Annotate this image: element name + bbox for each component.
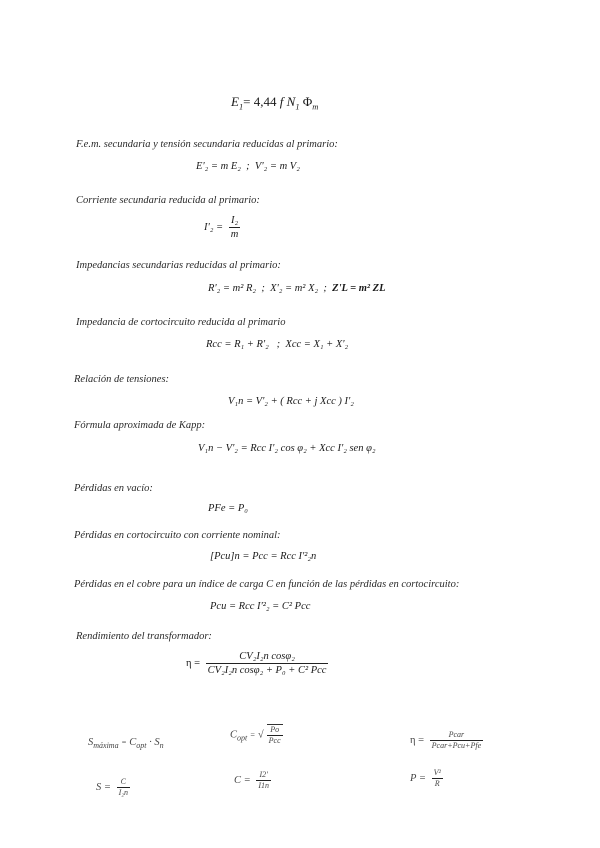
cortocircuito-equations: Rcc = R₁ + R'₂ ; Xcc = X₁ + X'₂: [206, 339, 349, 350]
c-opt-formula: $C_{opt}$ = √ $\frac{Po}{\text{Pcc}}$: [230, 725, 281, 745]
section-rendimiento-heading: Rendimiento del transformador:: [76, 631, 212, 642]
cobre-equation: Pcu = Rcc I'²₂ = C² Pcc: [210, 601, 311, 612]
relacion-equation: V₁n = V'₂ + ( Rcc + j Xcc ) I'₂: [228, 396, 354, 407]
impedancias-equations: R'₂ = m² R₂ ; X'₂ = m² X₂ ; Z'L = m² ZL: [208, 283, 386, 294]
c-formula: C = $\frac{I2'}{I1n}$: [234, 770, 270, 790]
section-cobre-heading: Pérdidas en el cobre para un índice de carga C en función de las pérdidas en cortocircuito:: [74, 579, 460, 590]
kapp-equation: V₁n − V'₂ = Rcc I'₂ cos φ₂ + Xcc I'₂ sen φ₂: [198, 443, 376, 454]
section-fem-heading: F.e.m. secundaria y tensión secundaria reducidas al primario:: [76, 139, 338, 150]
vacio-equation: PFe = P₀: [208, 503, 248, 514]
main-emf-formula: $E_1= 4,44$ f $N_1$ $\Phi_m$: [231, 94, 319, 112]
section-corriente-heading: Corriente secundaria reducida al primario:: [76, 195, 260, 206]
section-nominal-heading: Pérdidas en cortocircuito con corriente nominal:: [74, 530, 281, 541]
p-formula: P = $\frac{\text{V²}}{R}$: [410, 768, 441, 788]
rendimiento-equation: η = $\frac{\text{CV₂I₂n cosφ₂}}{\text{CV₂I₂n cosφ₂ + P₀ + C² Pcc}}$: [186, 651, 327, 677]
nominal-equation: [Pcu]n = Pcc = Rcc I'²₂n: [210, 551, 317, 562]
section-cortocircuito-heading: Impedancia de cortocircuito reducida al primario: [76, 317, 286, 328]
s-formula: S = $\frac{C}{\text{I₂n}}$: [96, 777, 129, 797]
s-maxima-formula: $S_{máxima} = C_{opt} \cdot S_n$: [88, 737, 164, 751]
section-kapp-heading: Fórmula aproximada de Kapp:: [74, 420, 206, 431]
fem-equations: E'₂ = m E₂ ; V'₂ = m V₂: [196, 161, 300, 172]
corriente-equation: I'₂ = $\frac{\text{I₂}}{m}$: [204, 215, 239, 241]
section-impedancias-heading: Impedancias secundarias reducidas al primario:: [76, 260, 281, 271]
eta-bottom-formula: η = $\frac{\text{Pcar}}{\text{Pcar+Pcu+Pfe}}$: [410, 730, 482, 750]
section-relacion-heading: Relación de tensiones:: [74, 374, 170, 385]
section-vacio-heading: Pérdidas en vacío:: [74, 483, 153, 494]
